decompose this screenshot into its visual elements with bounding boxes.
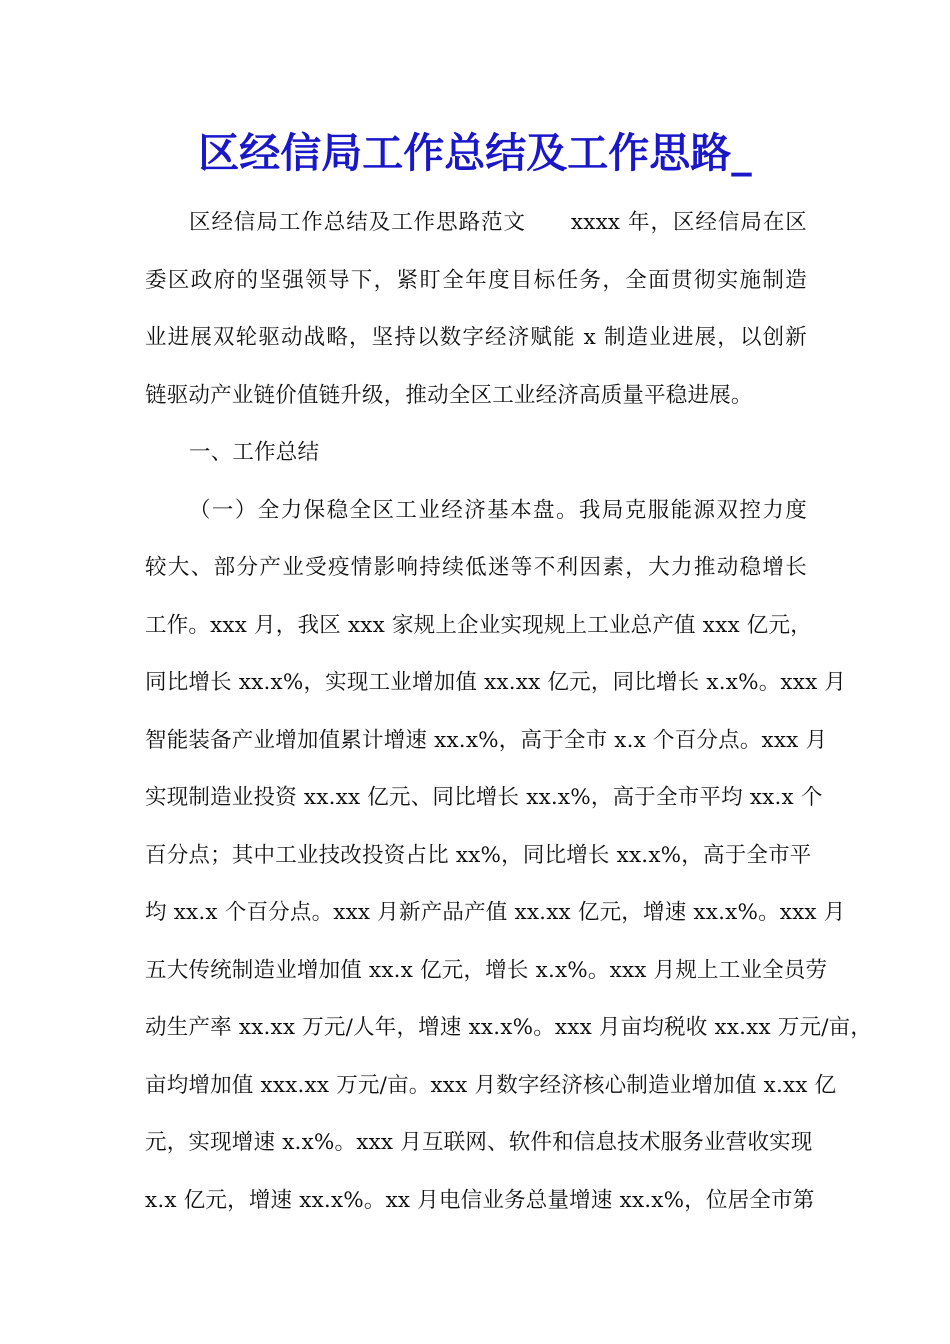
paragraph-1-line-3: 业进展双轮驱动战略，坚持以数字经济赋能 x 制造业进展，以创新 xyxy=(145,325,807,350)
paragraph-3-line-9: 五大传统制造业增加值 xx.x 亿元，增长 x.x%。xxx 月规上工业全员劳 xyxy=(145,957,828,983)
paragraph-1-line-1: 区经信局工作总结及工作思路范文 xxxx 年，区经信局在区 xyxy=(189,210,807,235)
paragraph-3-line-10: 动生产率 xx.xx 万元/人年，增速 xx.x%。xxx 月亩均税收 xx.xx 万元/亩， xyxy=(145,1015,873,1040)
document-title: 区经信局工作总结及工作思路_ xyxy=(198,129,752,177)
paragraph-3-line-12: 元，实现增速 x.x%。xxx 月互联网、软件和信息技术服务业营收实现 xyxy=(145,1130,813,1155)
paragraph-3-line-3: 工作。xxx 月，我区 xxx 家规上企业实现规上工业总产值 xxx 亿元， xyxy=(145,612,812,638)
paragraph-3-line-11: 亩均增加值 xxx.xx 万元/亩。xxx 月数字经济核心制造业增加值 x.xx 亿 xyxy=(145,1072,837,1098)
paragraph-3-line-5: 智能装备产业增加值累计增速 xx.x%，高于全市 x.x 个百分点。xxx 月 xyxy=(145,727,828,753)
paragraph-3-line-1: （一）全力保稳全区工业经济基本盘。我局克服能源双控力度 xyxy=(189,497,807,523)
paragraph-3-line-13: x.x 亿元，增速 xx.x%。xx 月电信业务总量增速 xx.x%，位居全市第 xyxy=(145,1187,815,1213)
section-heading-work-summary: 一、工作总结 xyxy=(189,440,320,465)
paragraph-1-line-4: 链驱动产业链价值链升级，推动全区工业经济高质量平稳进展。 xyxy=(145,382,753,408)
paragraph-3-line-7: 百分点；其中工业技改投资占比 xx%，同比增长 xx.x%，高于全市平 xyxy=(145,842,812,868)
document-body xyxy=(145,194,873,1229)
paragraph-3-line-6: 实现制造业投资 xx.xx 亿元、同比增长 xx.x%，高于全市平均 xx.x 个 xyxy=(145,785,823,810)
paragraph-1-line-2: 委区政府的坚强领导下，紧盯全年度目标任务，全面贯彻实施制造 xyxy=(145,267,807,293)
paragraph-3-line-4: 同比增长 xx.x%，实现工业增加值 xx.xx 亿元，同比增长 x.x%。xxx 月 xyxy=(145,670,847,695)
paragraph-3-line-2: 较大、部分产业受疫情影响持续低迷等不利因素，大力推动稳增长 xyxy=(145,555,807,580)
paragraph-3-line-8: 均 xx.x 个百分点。xxx 月新产品产值 xx.xx 亿元，增速 xx.x%。xxx 月 xyxy=(145,900,846,925)
